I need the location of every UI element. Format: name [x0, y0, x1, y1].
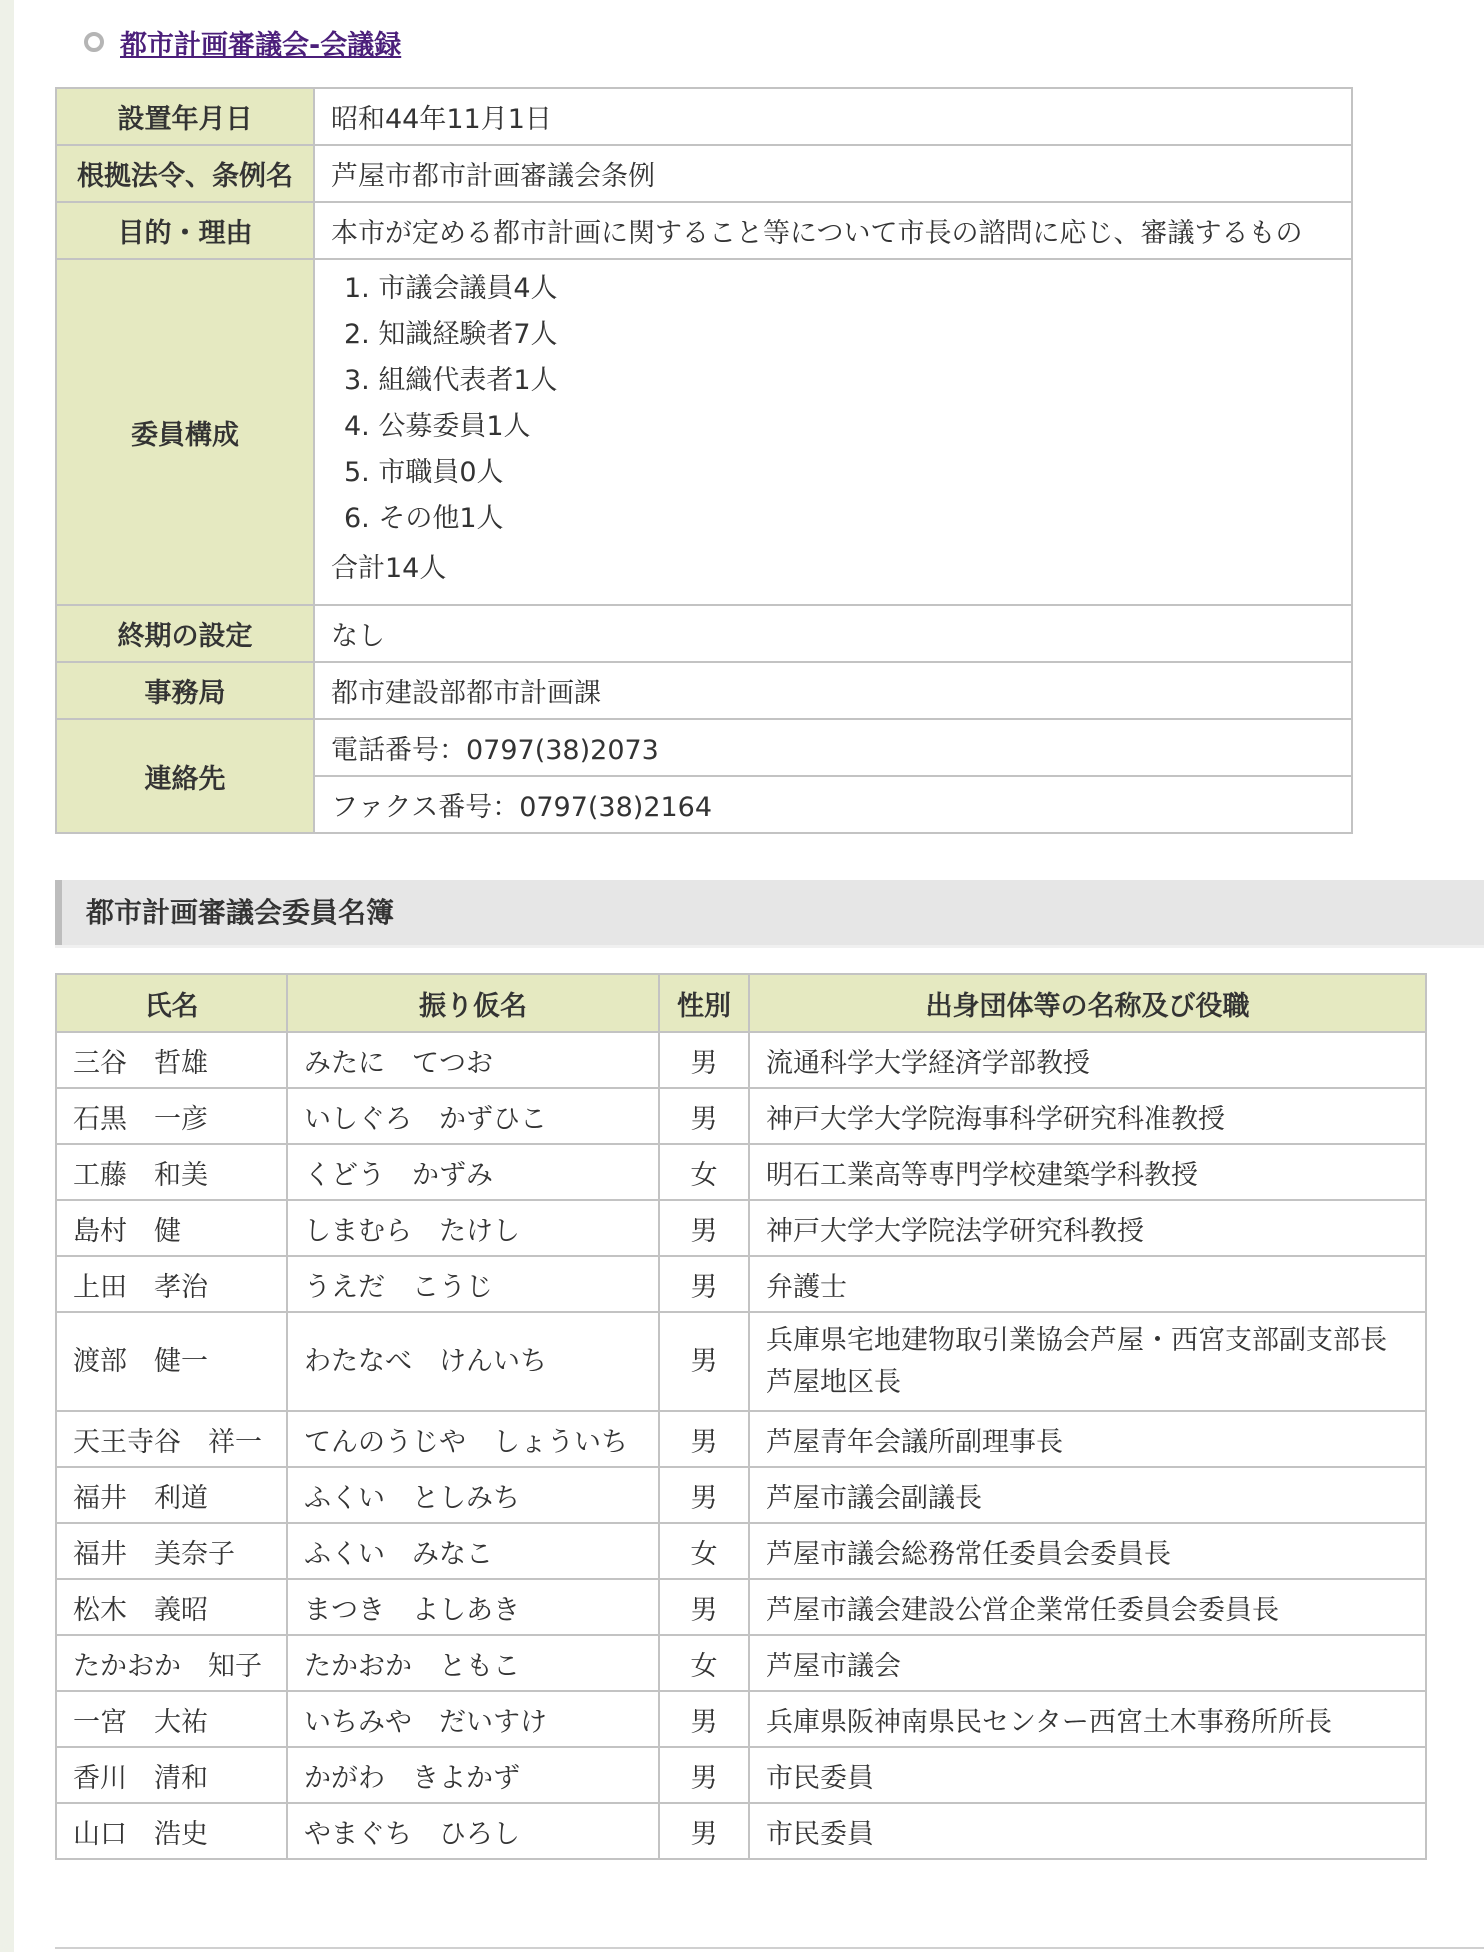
- info-row-office: [56, 662, 1352, 719]
- table-row: [56, 1579, 1426, 1635]
- contact-fax: ファクス番号：0797(38)2164: [314, 776, 1352, 833]
- cell-gender: 男: [659, 1312, 749, 1411]
- cell-furigana: うえだ こうじ: [287, 1256, 659, 1312]
- roster-body: [56, 1032, 1426, 1859]
- cell-name: 香川 清和: [56, 1747, 287, 1803]
- cell-name: 松木 義昭: [56, 1579, 287, 1635]
- contact-label: 連絡先: [56, 719, 314, 833]
- members-list-item: 4. 公募委員1人: [344, 411, 531, 442]
- cell-affiliation: 芦屋市議会総務常任委員会委員長: [749, 1523, 1426, 1579]
- header-name: 氏名: [56, 974, 287, 1032]
- members-total: 合計14人: [331, 553, 447, 584]
- term-value: なし: [314, 605, 1352, 662]
- header-affiliation: 出身団体等の名称及び役職: [749, 974, 1426, 1032]
- cell-furigana: まつき よしあき: [287, 1579, 659, 1635]
- cell-name: 石黒 一彦: [56, 1088, 287, 1144]
- cell-affiliation: 市民委員: [749, 1803, 1426, 1859]
- members-list-item: 2. 知識経験者7人: [344, 319, 558, 350]
- table-row: [56, 1312, 1426, 1411]
- basis-value: 芦屋市都市計画審議会条例: [314, 145, 1352, 202]
- cell-furigana: やまぐち ひろし: [287, 1803, 659, 1859]
- cell-affiliation: 流通科学大学経済学部教授: [749, 1032, 1426, 1088]
- cell-name: 天王寺谷 祥一: [56, 1411, 287, 1467]
- table-row: [56, 1635, 1426, 1691]
- table-row: [56, 1747, 1426, 1803]
- cell-gender: 男: [659, 1691, 749, 1747]
- roster-title: 都市計画審議会委員名簿: [86, 896, 395, 929]
- cell-gender: 男: [659, 1411, 749, 1467]
- table-row: [56, 1032, 1426, 1088]
- info-row-basis: [56, 145, 1352, 202]
- cell-affiliation: 兵庫県阪神南県民センター西宮土木事務所所長: [749, 1691, 1426, 1747]
- cell-gender: 男: [659, 1579, 749, 1635]
- cell-furigana: くどう かずみ: [287, 1144, 659, 1200]
- info-row-term: [56, 605, 1352, 662]
- bullet-circle-icon: [84, 32, 104, 52]
- cell-affiliation: 明石工業高等専門学校建築学科教授: [749, 1144, 1426, 1200]
- cell-furigana: みたに てつお: [287, 1032, 659, 1088]
- cell-affiliation: 兵庫県宅地建物取引業協会芦屋・西宮支部副支部長芦屋地区長: [749, 1312, 1426, 1411]
- cell-affiliation: 神戸大学大学院法学研究科教授: [749, 1200, 1426, 1256]
- cell-affiliation: 弁護士: [749, 1256, 1426, 1312]
- cell-name: たかおか 知子: [56, 1635, 287, 1691]
- cell-name: 工藤 和美: [56, 1144, 287, 1200]
- roster-header-row: [56, 974, 1426, 1032]
- purpose-value: 本市が定める都市計画に関すること等について市長の諮問に応じ、審議するもの: [314, 202, 1352, 259]
- section-divider: [55, 945, 1484, 948]
- cell-affiliation: 芦屋市議会: [749, 1635, 1426, 1691]
- members-list: [331, 266, 1335, 542]
- term-label: 終期の設定: [56, 605, 314, 662]
- cell-affiliation: 芦屋青年会議所副理事長: [749, 1411, 1426, 1467]
- members-list-item: 5. 市職員0人: [344, 457, 504, 488]
- member-roster-table: [55, 973, 1427, 1860]
- cell-gender: 女: [659, 1144, 749, 1200]
- cell-gender: 男: [659, 1747, 749, 1803]
- established-label: 設置年月日: [56, 88, 314, 145]
- header-gender: 性別: [659, 974, 749, 1032]
- roster-section-header: [55, 880, 1484, 945]
- table-row: [56, 1467, 1426, 1523]
- office-label: 事務局: [56, 662, 314, 719]
- cell-affiliation: 神戸大学大学院海事科学研究科准教授: [749, 1088, 1426, 1144]
- info-row-purpose: [56, 202, 1352, 259]
- cell-furigana: いしぐろ かずひこ: [287, 1088, 659, 1144]
- table-row: [56, 1088, 1426, 1144]
- header-furigana: 振り仮名: [287, 974, 659, 1032]
- cell-affiliation: 芦屋市議会副議長: [749, 1467, 1426, 1523]
- cell-furigana: ふくい としみち: [287, 1467, 659, 1523]
- table-row: [56, 1691, 1426, 1747]
- cell-gender: 女: [659, 1523, 749, 1579]
- cell-furigana: わたなべ けんいち: [287, 1312, 659, 1411]
- info-row-established: [56, 88, 1352, 145]
- cell-affiliation: 市民委員: [749, 1747, 1426, 1803]
- table-row: [56, 1200, 1426, 1256]
- cell-gender: 男: [659, 1032, 749, 1088]
- cell-name: 山口 浩史: [56, 1803, 287, 1859]
- established-value: 昭和44年11月1日: [314, 88, 1352, 145]
- cell-name: 一宮 大祐: [56, 1691, 287, 1747]
- left-border-strip: [0, 0, 14, 1952]
- cell-name: 三谷 哲雄: [56, 1032, 287, 1088]
- cell-furigana: いちみや だいすけ: [287, 1691, 659, 1747]
- table-row: [56, 1411, 1426, 1467]
- cell-gender: 男: [659, 1467, 749, 1523]
- office-value: 都市建設部都市計画課: [314, 662, 1352, 719]
- cell-affiliation: 芦屋市議会建設公営企業常任委員会委員長: [749, 1579, 1426, 1635]
- council-info-table: [55, 87, 1353, 834]
- cell-gender: 男: [659, 1200, 749, 1256]
- members-list-item: 1. 市議会議員4人: [344, 273, 558, 304]
- members-list-item: 3. 組織代表者1人: [344, 365, 558, 396]
- cell-gender: 男: [659, 1803, 749, 1859]
- cell-name: 上田 孝治: [56, 1256, 287, 1312]
- minutes-link[interactable]: 都市計画審議会-会議録: [120, 29, 402, 61]
- info-row-contact-phone: [56, 719, 1352, 776]
- table-row: [56, 1256, 1426, 1312]
- bottom-divider: [55, 1947, 1484, 1949]
- cell-furigana: ふくい みなこ: [287, 1523, 659, 1579]
- cell-furigana: しまむら たけし: [287, 1200, 659, 1256]
- table-row: [56, 1144, 1426, 1200]
- cell-furigana: かがわ きよかず: [287, 1747, 659, 1803]
- cell-name: 福井 利道: [56, 1467, 287, 1523]
- cell-furigana: たかおか ともこ: [287, 1635, 659, 1691]
- cell-gender: 女: [659, 1635, 749, 1691]
- members-value: [314, 259, 1352, 605]
- info-row-members: [56, 259, 1352, 605]
- contact-phone: 電話番号：0797(38)2073: [314, 719, 1352, 776]
- basis-label: 根拠法令、条例名: [56, 145, 314, 202]
- members-label: 委員構成: [56, 259, 314, 605]
- cell-gender: 男: [659, 1256, 749, 1312]
- cell-furigana: てんのうじや しょういち: [287, 1411, 659, 1467]
- minutes-link-row: [84, 22, 401, 62]
- table-row: [56, 1523, 1426, 1579]
- cell-name: 渡部 健一: [56, 1312, 287, 1411]
- table-row: [56, 1803, 1426, 1859]
- cell-name: 島村 健: [56, 1200, 287, 1256]
- purpose-label: 目的・理由: [56, 202, 314, 259]
- members-list-item: 6. その他1人: [344, 503, 504, 534]
- cell-gender: 男: [659, 1088, 749, 1144]
- cell-name: 福井 美奈子: [56, 1523, 287, 1579]
